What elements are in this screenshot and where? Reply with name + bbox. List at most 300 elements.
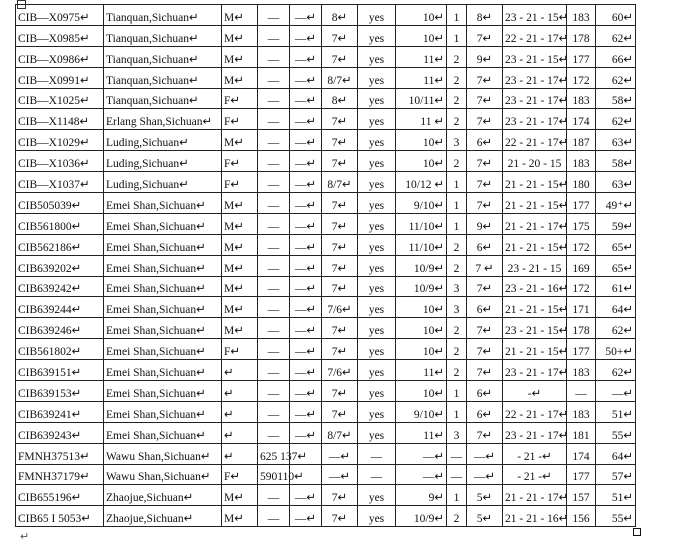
cell-ratio[interactable]: 50+↵ <box>596 339 636 360</box>
cell-ratio[interactable]: 62↵ <box>596 360 636 381</box>
cell-count-b[interactable]: 9/10↵ <box>396 401 447 422</box>
cell-specimen-id[interactable]: CIB561802↵ <box>16 339 104 360</box>
cell-count-b[interactable]: 10↵ <box>396 25 447 46</box>
cell-count-b[interactable]: 10/9↵ <box>396 506 447 527</box>
cell-specimen-id[interactable]: CIB—X0985↵ <box>16 25 104 46</box>
cell-field-number-b[interactable]: —↵ <box>290 381 322 402</box>
cell-count-d[interactable]: —↵ <box>467 443 503 464</box>
cell-ratio[interactable]: 49⁺↵ <box>596 193 636 214</box>
cell-length[interactable]: 181 <box>567 422 596 443</box>
cell-count-d[interactable]: 9↵ <box>467 213 503 234</box>
cell-specimen-id[interactable]: CIB639244↵ <box>16 297 104 318</box>
cell-count-c[interactable]: 3 <box>447 297 467 318</box>
cell-count-c[interactable]: 1 <box>447 485 467 506</box>
cell-field-number-a[interactable]: 625 137↵ <box>258 443 290 464</box>
cell-presence[interactable]: yes <box>358 67 396 88</box>
cell-count-d[interactable]: 7↵ <box>467 360 503 381</box>
cell-count-a[interactable]: 7↵ <box>322 318 358 339</box>
cell-presence[interactable]: yes <box>358 88 396 109</box>
cell-measurement-triple[interactable]: 21 - 21 - 15↵ <box>503 339 567 360</box>
cell-locality[interactable]: Emei Shan,Sichuan↵ <box>104 422 222 443</box>
cell-count-a[interactable]: 8/7↵ <box>322 172 358 193</box>
cell-ratio[interactable]: 66↵ <box>596 46 636 67</box>
cell-count-d[interactable]: 7↵ <box>467 339 503 360</box>
cell-length[interactable]: 171 <box>567 297 596 318</box>
cell-length[interactable]: 177 <box>567 193 596 214</box>
cell-sex[interactable]: M↵ <box>222 276 258 297</box>
cell-sex[interactable]: M↵ <box>222 213 258 234</box>
cell-count-b[interactable]: 10↵ <box>396 339 447 360</box>
cell-locality[interactable]: Emei Shan,Sichuan↵ <box>104 193 222 214</box>
cell-specimen-id[interactable]: CIB—X1025↵ <box>16 88 104 109</box>
cell-specimen-id[interactable]: CIB639242↵ <box>16 276 104 297</box>
cell-presence[interactable]: yes <box>358 234 396 255</box>
cell-count-d[interactable]: 6↵ <box>467 234 503 255</box>
cell-sex[interactable]: F↵ <box>222 172 258 193</box>
cell-field-number-b[interactable]: —↵ <box>290 276 322 297</box>
cell-locality[interactable]: Emei Shan,Sichuan↵ <box>104 339 222 360</box>
cell-count-d[interactable]: 9↵ <box>467 46 503 67</box>
cell-locality[interactable]: Emei Shan,Sichuan↵ <box>104 318 222 339</box>
cell-measurement-triple[interactable]: 22 - 21 - 17↵ <box>503 25 567 46</box>
cell-ratio[interactable]: 58↵ <box>596 88 636 109</box>
cell-count-b[interactable]: 11 ↵ <box>396 109 447 130</box>
cell-count-a[interactable]: 7↵ <box>322 276 358 297</box>
cell-count-d[interactable]: 7↵ <box>467 25 503 46</box>
cell-length[interactable]: 187 <box>567 130 596 151</box>
cell-sex[interactable]: ↵ <box>222 401 258 422</box>
cell-field-number-a[interactable]: — <box>258 193 290 214</box>
cell-field-number-b[interactable]: —↵ <box>290 67 322 88</box>
cell-sex[interactable]: ↵ <box>222 381 258 402</box>
cell-measurement-triple[interactable]: 23 - 21 - 15↵ <box>503 46 567 67</box>
cell-ratio[interactable]: 63↵ <box>596 130 636 151</box>
cell-specimen-id[interactable]: CIB—X0991↵ <box>16 67 104 88</box>
cell-count-a[interactable]: 7/6↵ <box>322 360 358 381</box>
cell-specimen-id[interactable]: CIB639241↵ <box>16 401 104 422</box>
cell-sex[interactable]: F↵ <box>222 88 258 109</box>
cell-specimen-id[interactable]: CIB639151↵ <box>16 360 104 381</box>
cell-count-b[interactable]: 10↵ <box>396 318 447 339</box>
cell-presence[interactable]: yes <box>358 172 396 193</box>
cell-count-c[interactable]: 3 <box>447 276 467 297</box>
cell-length[interactable]: 172 <box>567 234 596 255</box>
cell-count-a[interactable]: —↵ <box>322 443 358 464</box>
cell-length[interactable]: 169 <box>567 255 596 276</box>
cell-ratio[interactable]: 59↵ <box>596 213 636 234</box>
cell-locality[interactable]: Tianquan,Sichuan↵ <box>104 25 222 46</box>
cell-count-c[interactable]: 2 <box>447 234 467 255</box>
cell-count-a[interactable]: 7↵ <box>322 255 358 276</box>
cell-field-number-b[interactable]: —↵ <box>290 360 322 381</box>
cell-field-number-a[interactable]: — <box>258 422 290 443</box>
cell-ratio[interactable]: 65↵ <box>596 234 636 255</box>
cell-length[interactable]: 157 <box>567 485 596 506</box>
cell-length[interactable]: 177 <box>567 339 596 360</box>
cell-count-b[interactable]: 10↵ <box>396 151 447 172</box>
cell-presence[interactable]: yes <box>358 339 396 360</box>
cell-count-a[interactable]: 7↵ <box>322 46 358 67</box>
cell-specimen-id[interactable]: CIB639246↵ <box>16 318 104 339</box>
cell-count-c[interactable]: 2 <box>447 360 467 381</box>
cell-count-c[interactable]: 3 <box>447 130 467 151</box>
cell-count-c[interactable]: 1 <box>447 381 467 402</box>
cell-specimen-id[interactable]: CIB—X1036↵ <box>16 151 104 172</box>
cell-field-number-b[interactable]: —↵ <box>290 318 322 339</box>
cell-length[interactable]: 174 <box>567 443 596 464</box>
cell-measurement-triple[interactable]: 21 - 21 - 17↵ <box>503 485 567 506</box>
cell-specimen-id[interactable]: CIB—X0975↵ <box>16 5 104 26</box>
cell-count-c[interactable]: 2 <box>447 255 467 276</box>
cell-sex[interactable]: M↵ <box>222 46 258 67</box>
cell-locality[interactable]: Luding,Sichuan↵ <box>104 172 222 193</box>
cell-length[interactable]: — <box>567 381 596 402</box>
cell-count-a[interactable]: 8↵ <box>322 5 358 26</box>
cell-count-a[interactable]: 7↵ <box>322 193 358 214</box>
cell-specimen-id[interactable]: CIB562186↵ <box>16 234 104 255</box>
cell-count-d[interactable]: 7↵ <box>467 172 503 193</box>
cell-count-d[interactable]: 7↵ <box>467 67 503 88</box>
cell-count-d[interactable]: —↵ <box>467 464 503 485</box>
cell-locality[interactable]: Luding,Sichuan↵ <box>104 151 222 172</box>
cell-measurement-triple[interactable]: 23 - 21 - 17↵ <box>503 360 567 381</box>
cell-length[interactable]: 183 <box>567 151 596 172</box>
cell-count-d[interactable]: 7↵ <box>467 88 503 109</box>
cell-field-number-b[interactable]: —↵ <box>290 109 322 130</box>
cell-field-number-a[interactable]: — <box>258 234 290 255</box>
cell-field-number-a[interactable]: — <box>258 318 290 339</box>
cell-count-d[interactable]: 5↵ <box>467 506 503 527</box>
cell-measurement-triple[interactable]: 21 - 21 - 15↵ <box>503 172 567 193</box>
cell-field-number-b[interactable]: —↵ <box>290 339 322 360</box>
cell-measurement-triple[interactable]: 23 - 21 - 17↵ <box>503 422 567 443</box>
cell-field-number-b[interactable]: —↵ <box>290 172 322 193</box>
cell-field-number-a[interactable]: — <box>258 381 290 402</box>
cell-measurement-triple[interactable]: 21 - 21 - 17↵ <box>503 213 567 234</box>
cell-ratio[interactable]: 62↵ <box>596 318 636 339</box>
cell-locality[interactable]: Emei Shan,Sichuan↵ <box>104 234 222 255</box>
cell-field-number-b[interactable]: —↵ <box>290 130 322 151</box>
cell-length[interactable]: 178 <box>567 25 596 46</box>
cell-presence[interactable]: yes <box>358 297 396 318</box>
cell-locality[interactable]: Wawu Shan,Sichuan↵ <box>104 464 222 485</box>
cell-measurement-triple[interactable]: 23 - 21 - 17↵ <box>503 88 567 109</box>
cell-measurement-triple[interactable]: 23 - 21 - 17↵ <box>503 67 567 88</box>
cell-count-b[interactable]: 11↵ <box>396 67 447 88</box>
cell-length[interactable]: 174 <box>567 109 596 130</box>
cell-count-c[interactable]: 1 <box>447 5 467 26</box>
cell-count-b[interactable]: —↵ <box>396 464 447 485</box>
cell-presence[interactable]: yes <box>358 109 396 130</box>
cell-presence[interactable]: yes <box>358 485 396 506</box>
cell-sex[interactable]: F↵ <box>222 339 258 360</box>
cell-length[interactable]: 177 <box>567 46 596 67</box>
cell-field-number-a[interactable]: 590110↵ <box>258 464 290 485</box>
cell-measurement-triple[interactable]: 23 - 21 - 15 <box>503 255 567 276</box>
cell-count-c[interactable]: 2 <box>447 88 467 109</box>
cell-count-c[interactable]: 2 <box>447 67 467 88</box>
cell-length[interactable]: 183 <box>567 360 596 381</box>
cell-count-c[interactable]: — <box>447 464 467 485</box>
cell-presence[interactable]: yes <box>358 130 396 151</box>
cell-field-number-b[interactable]: —↵ <box>290 506 322 527</box>
cell-presence[interactable]: — <box>358 443 396 464</box>
cell-length[interactable]: 180 <box>567 172 596 193</box>
cell-count-c[interactable]: 1 <box>447 401 467 422</box>
cell-measurement-triple[interactable]: - 21 -↵ <box>503 464 567 485</box>
cell-length[interactable]: 177 <box>567 464 596 485</box>
cell-ratio[interactable]: 64↵ <box>596 443 636 464</box>
cell-ratio[interactable]: 61↵ <box>596 276 636 297</box>
cell-presence[interactable]: yes <box>358 5 396 26</box>
cell-sex[interactable]: M↵ <box>222 25 258 46</box>
cell-count-b[interactable]: 11↵ <box>396 46 447 67</box>
cell-count-a[interactable]: 7↵ <box>322 234 358 255</box>
cell-specimen-id[interactable]: CIB639202↵ <box>16 255 104 276</box>
cell-count-c[interactable]: 2 <box>447 318 467 339</box>
cell-presence[interactable]: yes <box>358 381 396 402</box>
cell-count-a[interactable]: —↵ <box>322 464 358 485</box>
cell-locality[interactable]: Emei Shan,Sichuan↵ <box>104 360 222 381</box>
cell-specimen-id[interactable]: CIB639153↵ <box>16 381 104 402</box>
cell-presence[interactable]: yes <box>358 213 396 234</box>
cell-ratio[interactable]: 60↵ <box>596 5 636 26</box>
cell-sex[interactable]: M↵ <box>222 5 258 26</box>
cell-measurement-triple[interactable]: 22 - 21 - 17↵ <box>503 401 567 422</box>
cell-field-number-b[interactable]: —↵ <box>290 422 322 443</box>
cell-count-c[interactable]: 1 <box>447 25 467 46</box>
cell-field-number-a[interactable]: — <box>258 276 290 297</box>
cell-sex[interactable]: F↵ <box>222 109 258 130</box>
cell-count-a[interactable]: 8↵ <box>322 88 358 109</box>
cell-locality[interactable]: Emei Shan,Sichuan↵ <box>104 381 222 402</box>
cell-count-d[interactable]: 7↵ <box>467 276 503 297</box>
cell-field-number-a[interactable]: — <box>258 506 290 527</box>
cell-sex[interactable]: M↵ <box>222 255 258 276</box>
cell-field-number-b[interactable]: —↵ <box>290 234 322 255</box>
cell-field-number-a[interactable]: — <box>258 255 290 276</box>
cell-ratio[interactable]: 65↵ <box>596 255 636 276</box>
cell-count-c[interactable]: 1 <box>447 172 467 193</box>
cell-count-c[interactable]: — <box>447 443 467 464</box>
cell-ratio[interactable]: 55↵ <box>596 506 636 527</box>
cell-sex[interactable]: F↵ <box>222 464 258 485</box>
cell-length[interactable]: 172 <box>567 276 596 297</box>
cell-sex[interactable]: M↵ <box>222 234 258 255</box>
cell-measurement-triple[interactable]: 21 - 21 - 15↵ <box>503 234 567 255</box>
cell-field-number-b[interactable]: —↵ <box>290 193 322 214</box>
cell-locality[interactable]: Tianquan,Sichuan↵ <box>104 88 222 109</box>
cell-count-b[interactable]: 10↵ <box>396 5 447 26</box>
cell-count-d[interactable]: 6↵ <box>467 381 503 402</box>
cell-specimen-id[interactable]: FMNH37513↵ <box>16 443 104 464</box>
cell-measurement-triple[interactable]: -↵ <box>503 381 567 402</box>
cell-count-b[interactable]: 10/9↵ <box>396 255 447 276</box>
cell-count-d[interactable]: 5↵ <box>467 485 503 506</box>
cell-count-b[interactable]: 10/11↵ <box>396 88 447 109</box>
cell-presence[interactable]: yes <box>358 360 396 381</box>
cell-locality[interactable]: Emei Shan,Sichuan↵ <box>104 401 222 422</box>
cell-count-d[interactable]: 8↵ <box>467 5 503 26</box>
cell-sex[interactable]: M↵ <box>222 130 258 151</box>
cell-count-b[interactable]: 11/10↵ <box>396 234 447 255</box>
cell-locality[interactable]: Luding,Sichuan↵ <box>104 130 222 151</box>
cell-specimen-id[interactable]: CIB505039↵ <box>16 193 104 214</box>
cell-count-d[interactable]: 7↵ <box>467 318 503 339</box>
cell-presence[interactable]: yes <box>358 193 396 214</box>
cell-presence[interactable]: yes <box>358 401 396 422</box>
cell-field-number-a[interactable]: — <box>258 67 290 88</box>
cell-field-number-a[interactable]: — <box>258 485 290 506</box>
cell-count-a[interactable]: 7/6↵ <box>322 297 358 318</box>
cell-measurement-triple[interactable]: 21 - 20 - 15 <box>503 151 567 172</box>
cell-field-number-a[interactable]: — <box>258 172 290 193</box>
cell-ratio[interactable]: 51↵ <box>596 485 636 506</box>
cell-length[interactable]: 183 <box>567 88 596 109</box>
cell-count-c[interactable]: 1 <box>447 193 467 214</box>
cell-count-d[interactable]: 7 ↵ <box>467 255 503 276</box>
cell-sex[interactable]: ↵ <box>222 443 258 464</box>
cell-locality[interactable]: Zhaojue,Sichuan↵ <box>104 506 222 527</box>
cell-count-d[interactable]: 6↵ <box>467 401 503 422</box>
cell-locality[interactable]: Emei Shan,Sichuan↵ <box>104 297 222 318</box>
cell-field-number-b[interactable]: —↵ <box>290 297 322 318</box>
cell-sex[interactable]: M↵ <box>222 193 258 214</box>
cell-field-number-b[interactable]: —↵ <box>290 485 322 506</box>
cell-field-number-a[interactable]: — <box>258 151 290 172</box>
cell-count-a[interactable]: 7↵ <box>322 151 358 172</box>
cell-field-number-b[interactable]: —↵ <box>290 151 322 172</box>
cell-count-a[interactable]: 8/7↵ <box>322 67 358 88</box>
cell-field-number-a[interactable]: — <box>258 25 290 46</box>
cell-field-number-b[interactable]: —↵ <box>290 46 322 67</box>
cell-count-c[interactable]: 2 <box>447 506 467 527</box>
cell-ratio[interactable]: 55↵ <box>596 422 636 443</box>
cell-count-a[interactable]: 7↵ <box>322 506 358 527</box>
cell-field-number-a[interactable]: — <box>258 297 290 318</box>
cell-specimen-id[interactable]: CIB655196↵ <box>16 485 104 506</box>
cell-presence[interactable]: yes <box>358 151 396 172</box>
cell-count-a[interactable]: 8/7↵ <box>322 422 358 443</box>
cell-sex[interactable]: M↵ <box>222 506 258 527</box>
cell-sex[interactable]: M↵ <box>222 67 258 88</box>
cell-locality[interactable]: Tianquan,Sichuan↵ <box>104 67 222 88</box>
cell-count-b[interactable]: 10↵ <box>396 381 447 402</box>
cell-measurement-triple[interactable]: 21 - 21 - 16↵ <box>503 506 567 527</box>
cell-length[interactable]: 178 <box>567 318 596 339</box>
cell-presence[interactable]: yes <box>358 255 396 276</box>
cell-count-c[interactable]: 2 <box>447 151 467 172</box>
cell-ratio[interactable]: 57↵ <box>596 464 636 485</box>
cell-measurement-triple[interactable]: 21 - 21 - 15↵ <box>503 193 567 214</box>
cell-specimen-id[interactable]: CIB—X1148↵ <box>16 109 104 130</box>
cell-count-b[interactable]: 10/9↵ <box>396 276 447 297</box>
cell-count-c[interactable]: 3 <box>447 422 467 443</box>
cell-presence[interactable]: yes <box>358 25 396 46</box>
cell-specimen-id[interactable]: CIB—X1029↵ <box>16 130 104 151</box>
cell-ratio[interactable]: 51↵ <box>596 401 636 422</box>
cell-ratio[interactable]: 62↵ <box>596 109 636 130</box>
cell-presence[interactable]: yes <box>358 276 396 297</box>
cell-count-a[interactable]: 7↵ <box>322 339 358 360</box>
cell-count-b[interactable]: 11↵ <box>396 360 447 381</box>
cell-locality[interactable]: Emei Shan,Sichuan↵ <box>104 276 222 297</box>
cell-count-c[interactable]: 2 <box>447 46 467 67</box>
cell-locality[interactable]: Zhaojue,Sichuan↵ <box>104 485 222 506</box>
cell-field-number-b[interactable]: —↵ <box>290 25 322 46</box>
cell-field-number-a[interactable]: — <box>258 88 290 109</box>
cell-count-b[interactable]: 9↵ <box>396 485 447 506</box>
cell-count-d[interactable]: 7↵ <box>467 109 503 130</box>
cell-count-d[interactable]: 6↵ <box>467 130 503 151</box>
cell-length[interactable]: 183 <box>567 5 596 26</box>
cell-measurement-triple[interactable]: 21 - 21 - 15↵ <box>503 297 567 318</box>
cell-sex[interactable]: ↵ <box>222 360 258 381</box>
cell-field-number-b[interactable]: —↵ <box>290 5 322 26</box>
cell-locality[interactable]: Wawu Shan,Sichuan↵ <box>104 443 222 464</box>
cell-count-b[interactable]: 11↵ <box>396 422 447 443</box>
cell-count-a[interactable]: 7↵ <box>322 109 358 130</box>
cell-field-number-b[interactable]: —↵ <box>290 88 322 109</box>
cell-length[interactable]: 156 <box>567 506 596 527</box>
cell-count-a[interactable]: 7↵ <box>322 130 358 151</box>
cell-count-d[interactable]: 7↵ <box>467 151 503 172</box>
cell-count-b[interactable]: 11/10↵ <box>396 213 447 234</box>
cell-presence[interactable]: yes <box>358 46 396 67</box>
cell-field-number-a[interactable]: — <box>258 130 290 151</box>
cell-count-a[interactable]: 7↵ <box>322 381 358 402</box>
cell-measurement-triple[interactable]: 23 - 21 - 17↵ <box>503 109 567 130</box>
cell-specimen-id[interactable]: CIB—X0986↵ <box>16 46 104 67</box>
cell-length[interactable]: 172 <box>567 67 596 88</box>
cell-specimen-id[interactable]: CIB—X1037↵ <box>16 172 104 193</box>
cell-field-number-a[interactable]: — <box>258 360 290 381</box>
cell-presence[interactable]: — <box>358 464 396 485</box>
cell-length[interactable]: 175 <box>567 213 596 234</box>
cell-field-number-a[interactable]: — <box>258 5 290 26</box>
cell-locality[interactable]: Emei Shan,Sichuan↵ <box>104 213 222 234</box>
cell-locality[interactable]: Tianquan,Sichuan↵ <box>104 46 222 67</box>
cell-specimen-id[interactable]: CIB65 I 5053↵ <box>16 506 104 527</box>
table-resize-handle[interactable] <box>633 528 641 536</box>
cell-ratio[interactable]: 62↵ <box>596 67 636 88</box>
cell-ratio[interactable]: 58↵ <box>596 151 636 172</box>
cell-sex[interactable]: F↵ <box>222 151 258 172</box>
cell-measurement-triple[interactable]: 23 - 21 - 15↵ <box>503 5 567 26</box>
cell-sex[interactable]: M↵ <box>222 318 258 339</box>
cell-count-b[interactable]: 9/10↵ <box>396 193 447 214</box>
cell-field-number-b[interactable]: —↵ <box>290 401 322 422</box>
cell-ratio[interactable]: 64↵ <box>596 297 636 318</box>
cell-field-number-a[interactable]: — <box>258 339 290 360</box>
cell-sex[interactable]: M↵ <box>222 297 258 318</box>
cell-measurement-triple[interactable]: 23 - 21 - 16↵ <box>503 276 567 297</box>
cell-count-b[interactable]: 10/12 ↵ <box>396 172 447 193</box>
cell-count-c[interactable]: 1 <box>447 213 467 234</box>
cell-ratio[interactable]: 62↵ <box>596 25 636 46</box>
cell-field-number-b[interactable]: —↵ <box>290 213 322 234</box>
cell-count-d[interactable]: 7↵ <box>467 193 503 214</box>
cell-ratio[interactable]: 63↵ <box>596 172 636 193</box>
cell-field-number-a[interactable]: — <box>258 109 290 130</box>
cell-count-d[interactable]: 7↵ <box>467 422 503 443</box>
cell-count-b[interactable]: 10↵ <box>396 297 447 318</box>
cell-locality[interactable]: Emei Shan,Sichuan↵ <box>104 255 222 276</box>
cell-specimen-id[interactable]: CIB639243↵ <box>16 422 104 443</box>
cell-ratio[interactable]: —↵ <box>596 381 636 402</box>
cell-specimen-id[interactable]: CIB561800↵ <box>16 213 104 234</box>
cell-count-b[interactable]: 10↵ <box>396 130 447 151</box>
